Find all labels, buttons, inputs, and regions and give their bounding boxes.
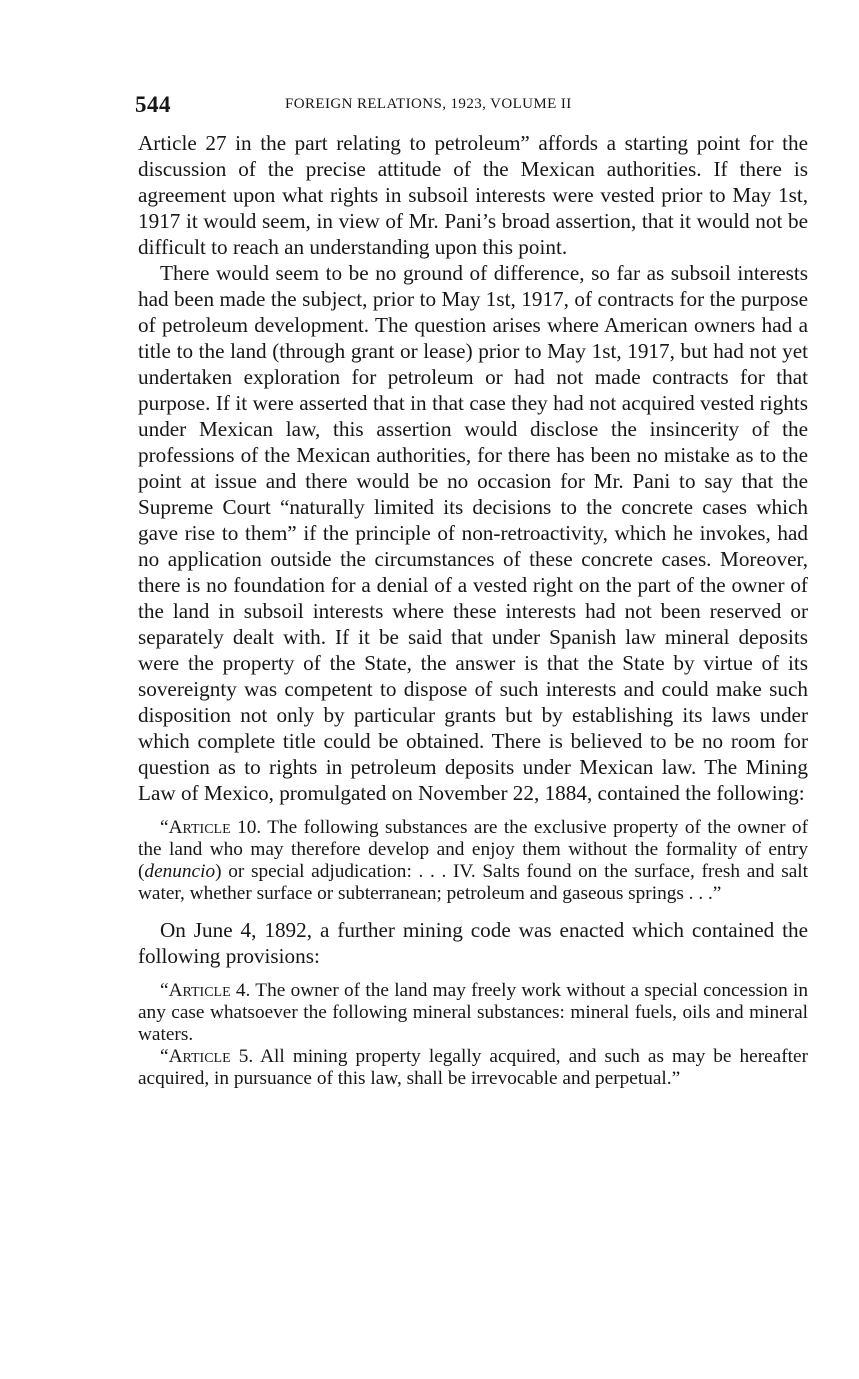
quote-text: 10. The following substances are the exclusive property of the owner of the land who may therefore develop and enjoy them without the formality of entry ( (138, 817, 808, 882)
page-header (135, 90, 808, 122)
quote-open-mark: “ (160, 817, 169, 838)
quote-text: 4. The owner of the land may freely work without a special concession in any case whatsoever the following mineral substances: mineral fuels, oils and mineral waters. (138, 980, 808, 1045)
quote-open-mark: “ (160, 1046, 169, 1067)
quote-text-end: ) or special adjudication: . . . IV. Salts found on the surface, fresh and salt water, whether surface or subterranean; petroleum and gaseous springs . . .” (138, 861, 808, 904)
quote-open-mark: “ (160, 980, 169, 1001)
paragraph-1892-code: On June 4, 1892, a further mining code was enacted which contained the following provisions: (138, 918, 808, 968)
paragraph-vested-rights: There would seem to be no ground of difference, so far as subsoil interests had been made the subject, prior to May 1st, 1917, of contracts for the purpose of petroleum development. The question arises where American owners had a title to the land (through grant or lease) prior to May 1st, 1917, but had not yet undertaken exploration for petroleum or had not made contracts for that purpose. If it were asserted that in that case they had not acquired vested rights under Mexican law, this assertion would disclose the insincerity of the professions of the Mexican authorities, for there has been no mistake as to the point at issue and there would be no occasion for Mr. Pani to say that the Supreme Court “naturally limited its decisions to the concrete cases which gave rise to them” if the principle of non-retroactivity, which he invokes, had no application outside the circumstances of these concrete cases. Moreover, there is no foundation for a denial of a vested right on the part of the owner of the land in subsoil interests where these interests had not been reserved or separately dealt with. If it be said that under Spanish law mineral deposits were the property of the State, the answer is that the State by virtue of its sovereignty was competent to dispose of such interests and could make such disposition not only by particular grants but by establishing its laws under which complete title could be obtained. There is believed to be no room for question as to rights in petroleum deposits under Mexican law. The Mining Law of Mexico, promulgated on November 22, 1884, contained the following: (138, 261, 808, 805)
quote-article-5-1892 (138, 1046, 808, 1090)
quote-article-10-1884 (138, 817, 808, 905)
document-page (135, 90, 808, 1090)
quote-article-4-1892 (138, 980, 808, 1046)
page-number: 544 (135, 92, 171, 117)
quote-italic-term: denuncio (144, 861, 216, 882)
quote-text: 5. All mining property legally acquired, and such as may be hereafter acquired, in pursuance of this law, shall be irrevocable and perpetual.” (138, 1046, 808, 1089)
article-label: Article (168, 1046, 231, 1067)
article-label: Article (168, 980, 231, 1001)
running-head: FOREIGN RELATIONS, 1923, VOLUME II (285, 96, 572, 112)
article-label: Article (168, 817, 231, 838)
paragraph-continued: Article 27 in the part relating to petroleum” affords a starting point for the discussion of the precise attitude of the Mexican authorities. If there is agreement upon what rights in subsoil interests were vested prior to May 1st, 1917 it would seem, in view of Mr. Pani’s broad assertion, that it would not be difficult to reach an understanding upon this point. (138, 131, 808, 259)
